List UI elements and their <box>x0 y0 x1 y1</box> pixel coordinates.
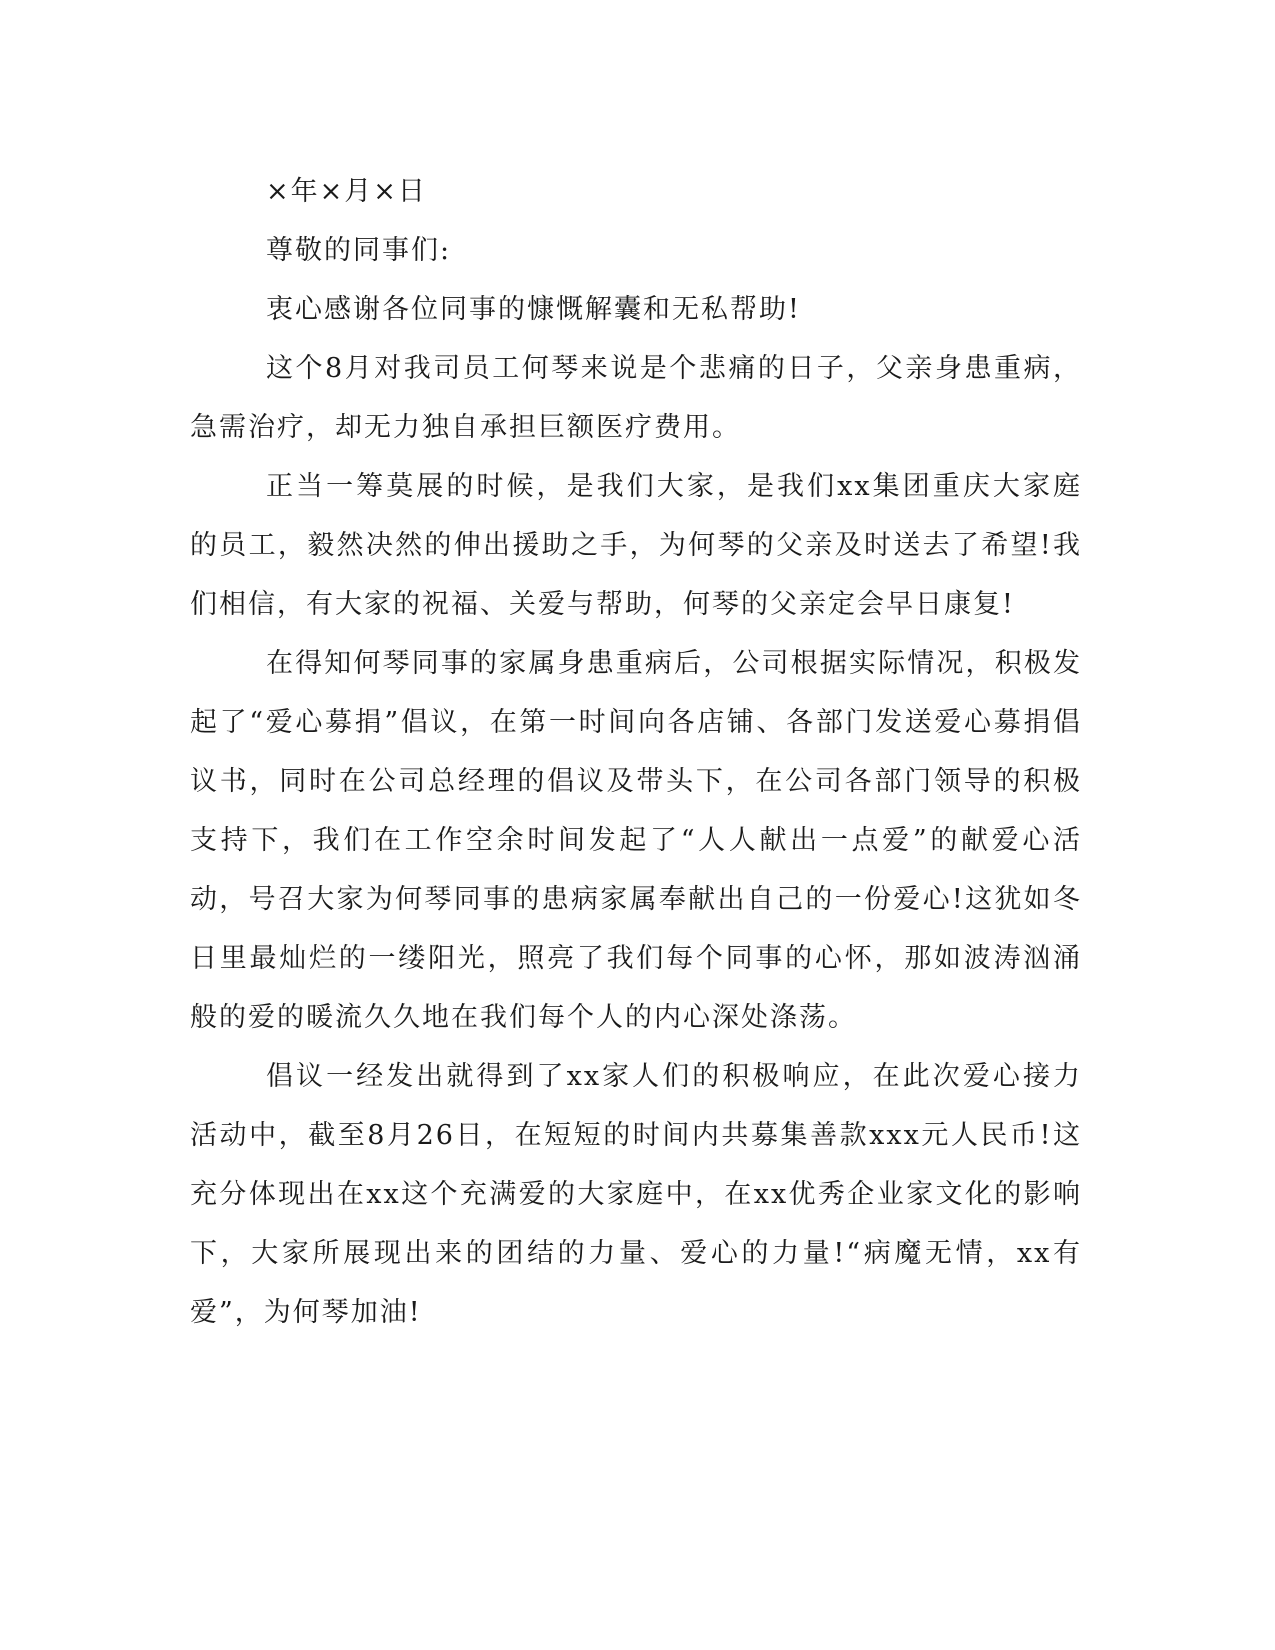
letter-salutation: 尊敬的同事们: <box>266 235 452 266</box>
paragraph-thanks: 衷心感谢各位同事的慷慨解囊和无私帮助! <box>266 294 801 325</box>
paragraph-result: 倡议一经发出就得到了xx家人们的积极响应，在此次爱心接力活动中，截至8月26日，在短短的时间内共募集善款xxx元人民币!这充分体现出在xx这个充满爱的大家庭中，在xx优秀企业家文化的影响下，大家所展现出来的团结的力量、爱心的力量!“病魔无情，xx有爱”，为何琴加油! <box>190 1061 1082 1328</box>
paragraph-support: 正当一筹莫展的时候，是我们大家，是我们xx集团重庆大家庭的员工，毅然决然的伸出援助之手，为何琴的父亲及时送去了希望!我们相信，有大家的祝福、关爱与帮助，何琴的父亲定会早日康复! <box>190 471 1082 620</box>
letter-body <box>190 162 1082 1342</box>
paragraph-initiative: 在得知何琴同事的家属身患重病后，公司根据实际情况，积极发起了“爱心募捐”倡议，在第一时间向各店铺、各部门发送爱心募捐倡议书，同时在公司总经理的倡议及带头下，在公司各部门领导的积极支持下，我们在工作空余时间发起了“人人献出一点爱”的献爱心活动，号召大家为何琴同事的患病家属奉献出自己的一份爱心!这犹如冬日里最灿烂的一缕阳光，照亮了我们每个同事的心怀，那如波涛汹涌般的爱的暖流久久地在我们每个人的内心深处涤荡。 <box>190 648 1082 1033</box>
letter-date: ×年×月×日 <box>266 176 427 207</box>
paragraph-background: 这个8月对我司员工何琴来说是个悲痛的日子，父亲身患重病，急需治疗，却无力独自承担巨额医疗费用。 <box>190 353 1082 443</box>
